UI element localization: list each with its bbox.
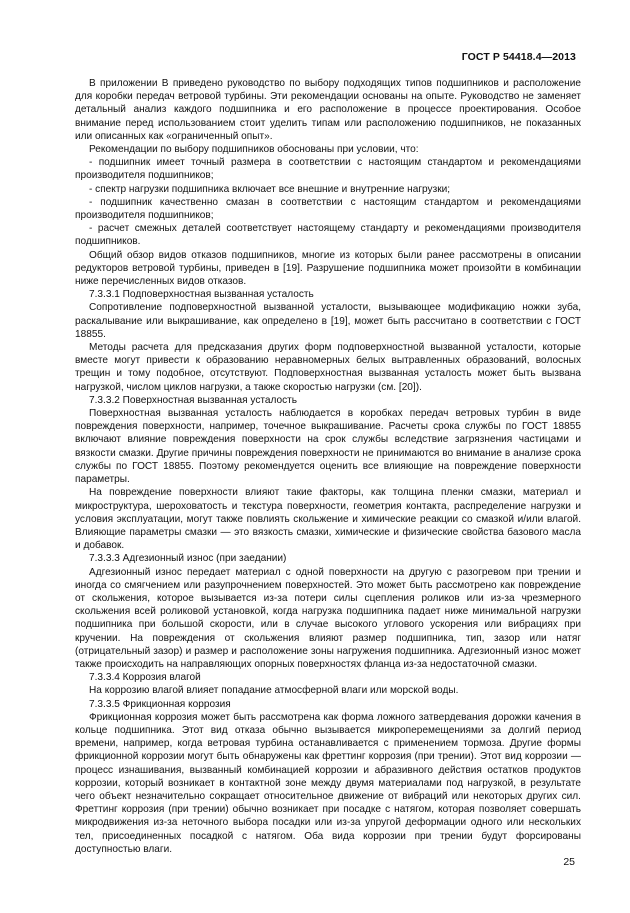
page-number: 25 (563, 856, 575, 868)
paragraph: На коррозию влагой влияет попадание атмосферной влаги или морской воды. (89, 685, 459, 697)
paragraph: Адгезионный износ передает материал с одной поверхности на другую с разогревом при трении и иногда со смягчением или разупрочнением поверхностей. Это может быть рассмотрено как повреждение от скольжения, которое вызывается из-за потери силы сцепления роликов или из-за чрезмерного скольжения всей роликовой установкой, когда нагрузка подшипника падает ниже минимальной нагрузки подшипника при большой скорости, или в случае высокого углового ускорения или вибрациях при кручении. На повреждения от скольжения влияют размер подшипника, тип, зазор или натяг (отрицательный зазор) и размер и расположение зоны нагружения подшипника. Адгезионный износ может также происходить на направляющих опорных поверхностях фланца из-за недостаточной смазки. (75, 566, 581, 670)
list-item: - подшипник имеет точный размера в соответствии с настоящим стандартом и рекомендациями производителя подшипников; (75, 157, 581, 182)
paragraph: Поверхностная вызванная усталость наблюдается в коробках передач ветровых турбин в виде повреждения поверхности, например, точечное выкрашивание. Расчеты срока службы по ГОСТ 18855 включают влияние повреждения поверхности на срок службы вследствие загрязнения частицами и вязкости смазки. Другие причины повреждения поверхности не принимаются во внимание в анализе срока службы по ГОСТ 18855. Поэтому рекомендуется оценить все влияющие на повреждение поверхности параметры. (75, 408, 581, 486)
section-heading-7-3-3-2: 7.3.3.2 Поверхностная вызванная усталость (89, 394, 298, 406)
document-header: ГОСТ Р 54418.4—2013 (461, 51, 576, 63)
paragraph-intro: В приложении В приведено руководство по выбору подходящих типов подшипников и расположение для коробки передач ветровой турбины. Эти рекомендации основаны на опыте. Руководство не заменяет детальный анализ каждого подшипника и его расположение в процессе проектирования. Особое внимание перед использованием стоит уделить типам или расположению подшипников, не показанных или описанных как «ограниченный опыт». (75, 78, 581, 142)
section-heading-7-3-3-5: 7.3.3.5 Фрикционная коррозия (89, 698, 231, 710)
paragraph-conditions: Рекомендации по выбору подшипников обоснованы при условии, что: (89, 144, 419, 156)
paragraph: Сопротивление подповерхностной вызванной усталости, вызывающее модификацию ножки зуба, раскалывание или выкрашивание, как определено в [19], может быть рассчитано в соответствии с ГОСТ 18855. (75, 302, 581, 340)
paragraph: На повреждение поверхности влияют такие факторы, как толщина пленки смазки, материал и микроструктура, шероховатость и текстура поверхности, геометрия контакта, распределение нагрузки и условия эксплуатации, могут также повлиять скольжение и химические реакции со смазкой и/или влагой. Влияющие параметры смазки — это вязкость смазки, химические и физические свойства базового масла и добавок. (75, 487, 581, 552)
list-item: - подшипник качественно смазан в соответствии с настоящим стандартом и рекомендациями производителя подшипников; (75, 196, 581, 222)
list-item: - расчет смежных деталей соответствует настоящему стандарту и рекомендациями производителя подшипников. (75, 223, 581, 248)
section-heading-7-3-3-1: 7.3.3.1 Подповерхностная вызванная усталость (89, 289, 314, 301)
paragraph-failure-overview: Общий обзор видов отказов подшипников, многие из которых были ранее рассмотрены в описании редукторов ветровой турбины, приведен в [19]. Разрушение подшипника может произойти в комбинации ниже перечисленных видов отказов. (75, 249, 581, 288)
list-item: - спектр нагрузки подшипника включает все внешние и внутренние нагрузки; (89, 183, 451, 195)
document-body (75, 77, 581, 856)
section-heading-7-3-3-4: 7.3.3.4 Коррозия влагой (89, 672, 201, 684)
paragraph: Методы расчета для предсказания других форм подповерхностной вызванной усталости, которые вместе могут привести к образованию неравномерных белых вытравленных образований, волосных трещин и тому подобное, отсутствуют. Подповерхностная вызванная усталость может быть вызвана нагрузкой, числом циклов нагрузки, а также скоростью нагрузки (см. [20]). (75, 342, 581, 393)
paragraph: Фрикционная коррозия может быть рассмотрена как форма ложного затвердевания дорожки качения в кольце подшипника. Этот вид отказа обычно вызывается микроперемещениями за долгий период времени, например, когда ветровая турбина останавливается с применением тормоза. Другие формы фрикционной коррозии могут быть обнаружены как фреттинг коррозия (при трении). Этот вид коррозии — процесс изнашивания, вызванный комбинацией коррозии и абразивного действия остатков продуктов коррозии, который возникает в контактной зоне между двумя материалами под нагрузкой, в результате чего объект незначительно сокращает относительное движение от вибраций или некоторых других сил. Фреттинг коррозия (при трении) обычно возникает при посадке с натягом, которая позволяет совершать микродвижения из-за неточного выбора посадки или из-за упругой деформации одного или нескольких тел, присоединенных посадкой с натягом. Оба вида коррозии при трении будут форсированы доступностью влаги. (75, 711, 581, 855)
section-heading-7-3-3-3: 7.3.3.3 Адгезионный износ (при заедании) (89, 553, 287, 565)
